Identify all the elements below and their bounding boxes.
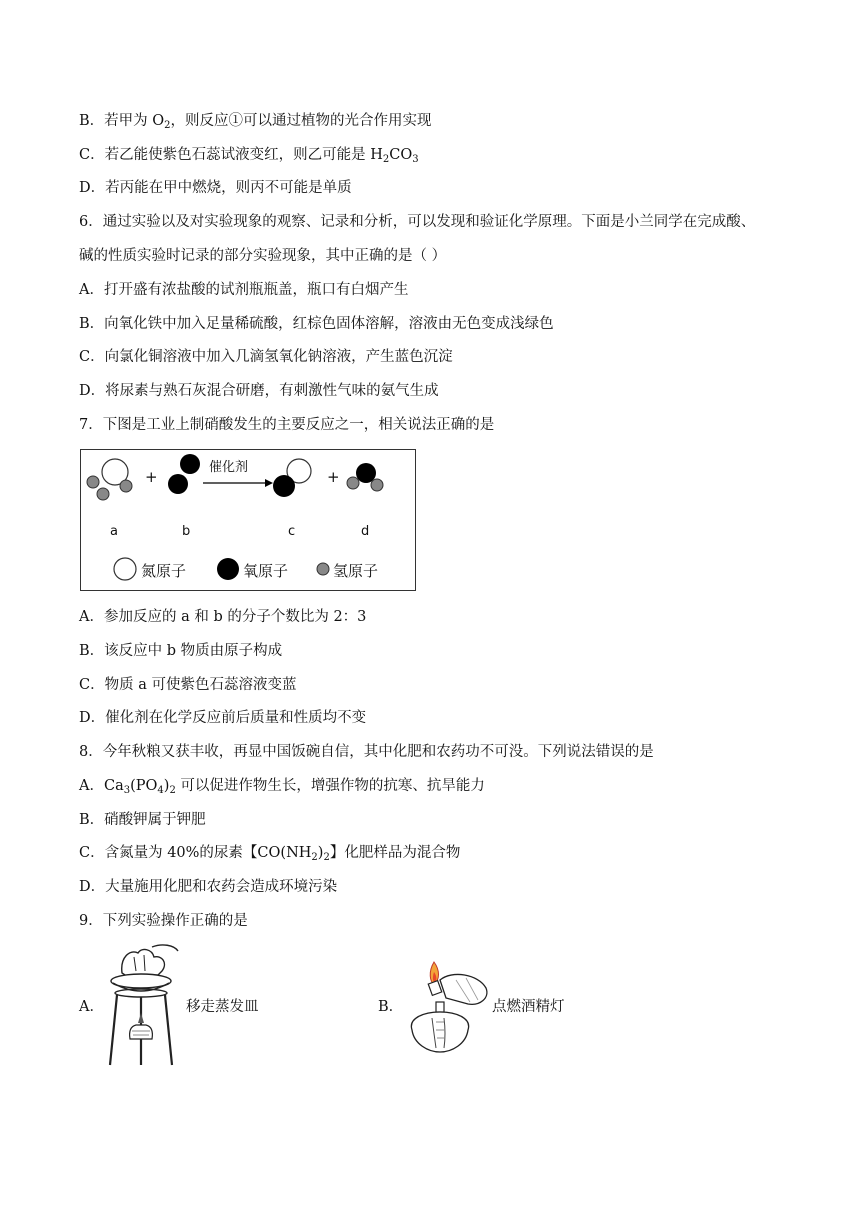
q6-option-c: C．向氯化铜溶液中加入几滴氢氧化钠溶液，产生蓝色沉淀: [79, 349, 453, 365]
molecule-c: [273, 459, 311, 497]
q7-option-d: D．催化剂在化学反应前后质量和性质均不变: [79, 710, 367, 726]
plus-sign-1: +: [145, 468, 158, 486]
q8-option-c: C．含氮量为 40%的尿素【$CO(NH_2)_2$】化肥样品为混合物: [79, 845, 461, 863]
alcohol-lamp-illustration: [400, 958, 494, 1062]
q8-option-d: D．大量施用化肥和农药会造成环境污染: [79, 879, 338, 895]
legend-oxygen-symbol: [217, 558, 239, 580]
plus-sign-2: +: [327, 468, 340, 486]
evaporating-dish-illustration: [100, 943, 182, 1073]
legend-hydrogen-symbol: [317, 563, 329, 575]
label-b: b: [182, 524, 191, 539]
molecule-b: [168, 454, 200, 494]
q6-option-a: A．打开盛有浓盐酸的试剂瓶瓶盖，瓶口有白烟产生: [79, 282, 409, 298]
q8-stem: 8．今年秋粮又获丰收，再显中国饭碗自信，其中化肥和农药功不可没。下列说法错误的是: [79, 744, 654, 760]
label-d: d: [361, 524, 370, 539]
q8-option-a: A．$Ca_3(PO_4)_2$ 可以促进作物生长，增强作物的抗寒、抗旱能力: [79, 778, 485, 796]
q6-stem-line2: 碱的性质实验时记录的部分实验现象，其中正确的是（ ）: [79, 248, 447, 264]
q9-option-a-caption: 移走蒸发皿: [186, 999, 259, 1015]
q7-option-c: C．物质 a 可使紫色石蕊溶液变蓝: [79, 677, 297, 693]
q9-option-b-caption: 点燃酒精灯: [492, 999, 565, 1015]
reaction-diagram: [80, 449, 416, 591]
q7-option-a: A．参加反应的 a 和 b 的分子个数比为 2：3: [79, 609, 367, 625]
legend-nitrogen-symbol: [114, 558, 136, 580]
q9-option-b-letter: B．: [378, 999, 404, 1015]
q7-stem: 7．下图是工业上制硝酸发生的主要反应之一，相关说法正确的是: [79, 417, 495, 433]
legend-oxygen-label: 氧原子: [243, 562, 289, 580]
label-a: a: [110, 524, 118, 539]
label-c: c: [288, 524, 296, 539]
q5-option-c: C．若乙能使紫色石蕊试液变红，则乙可能是 $H_2CO_3$: [79, 147, 419, 165]
catalyst-label: 催化剂: [209, 460, 249, 475]
molecule-a: [87, 459, 132, 500]
q9-option-a-letter: A．: [79, 999, 104, 1015]
legend-hydrogen-label: 氢原子: [333, 562, 379, 580]
q9-stem: 9．下列实验操作正确的是: [79, 913, 248, 929]
q6-stem-line1: 6．通过实验以及对实验现象的观察、记录和分析，可以发现和验证化学原理。下面是小兰同学在完成酸、: [79, 214, 756, 230]
q6-option-b: B．向氧化铁中加入足量稀硫酸，红棕色固体溶解，溶液由无色变成浅绿色: [79, 316, 554, 332]
q8-option-b: B．硝酸钾属于钾肥: [79, 812, 206, 828]
legend-nitrogen-label: 氮原子: [141, 562, 187, 580]
molecule-d: [347, 463, 383, 491]
q6-option-d: D．将尿素与熟石灰混合研磨，有刺激性气味的氨气生成: [79, 383, 439, 399]
q7-option-b: B．该反应中 b 物质由原子构成: [79, 643, 283, 659]
q5-option-d: D．若丙能在甲中燃烧，则丙不可能是单质: [79, 180, 352, 196]
q5-option-b: B．若甲为 $O_2$，则反应①可以通过植物的光合作用实现: [79, 113, 432, 131]
